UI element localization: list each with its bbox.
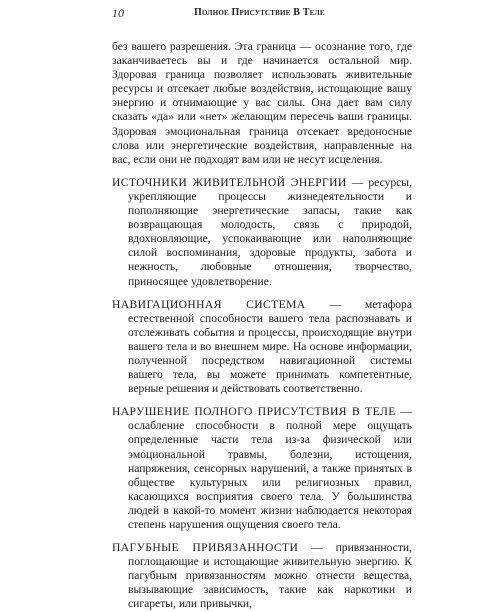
glossary-entry-navigation-system <box>112 298 412 397</box>
glossary-definition: — ослабление способности в полной мере ощущать определенные части тела из-за физической или эмоциональной травмы, болезни, истощения, напряжения, сенсорных нарушений, а также принятых в обществе культурных или религиозных правил, касающихся восприятия своего тела. У большинства людей в какой-то момент жизни наблюдается некоторая степень нарушения ощущения своего тела. <box>128 405 412 531</box>
glossary-definition: — ресурсы, укрепляющие процессы жизнедеятельности и пополняющие энергетические запасы, такие как возвращающая молодость, связь с природой, вдохновляющие, успокаивающие или наполняющие силой воспоминания, здоровые продукты, забота и нежность, любовные отношения, творчество, приносящее удовлетворение. <box>128 175 412 288</box>
page-body <box>112 40 412 612</box>
glossary-term: ПАГУБНЫЕ ПРИВЯЗАННОСТИ <box>112 541 299 555</box>
continued-paragraph: без вашего разрешения. Эта граница — осознание того, где заканчиваетесь вы и где начинается остальной мир. Здоровая граница позволяет использовать живительные ресурсы и отсекает любые воздействия, истощающие вашу энергию и отнимающие у вас силы. Она дает вам силу сказать «да» или «нет» желающим пересечь ваши границы. Здоровая эмоциональная граница отсекает вредоносные слова или энергетические воздействия, направленные на вас, если они не подходят вам или не несут исцеления. <box>112 40 412 166</box>
glossary-definition: — привязанности, поглощающие и истощающие живительную энергию. К пагубным привязанностям можно отнести вещества, вызывающие зависимость, такие как наркотики и сигареты, или привычки, <box>128 541 412 611</box>
page-header <box>112 6 400 22</box>
glossary-definition: — метафора естественной способности вашего тела распознавать и отслеживать события и процессы, происходящие внутри вашего тела и во внешнем мире. На основе информации, полученной посредством навигационной системы вашего тела, вы можете принимать компетентные, верные решения и действовать соответственно. <box>128 297 412 396</box>
running-head: Полное Присутствие В Теле <box>194 7 325 18</box>
glossary-entry-presence-disruption <box>112 405 412 532</box>
glossary-entry-energy-sources <box>112 176 412 289</box>
glossary-entry-harmful-attachments <box>112 541 412 611</box>
glossary-term: НАВИГАЦИОННАЯ СИСТЕМА <box>112 297 306 311</box>
glossary-term: ИСТОЧНИКИ ЖИВИТЕЛЬНОЙ ЭНЕРГИИ <box>112 175 347 189</box>
glossary-term: НАРУШЕНИЕ ПОЛНОГО ПРИСУТСТВИЯ В ТЕЛЕ <box>112 405 396 419</box>
page-number: 10 <box>112 6 124 20</box>
